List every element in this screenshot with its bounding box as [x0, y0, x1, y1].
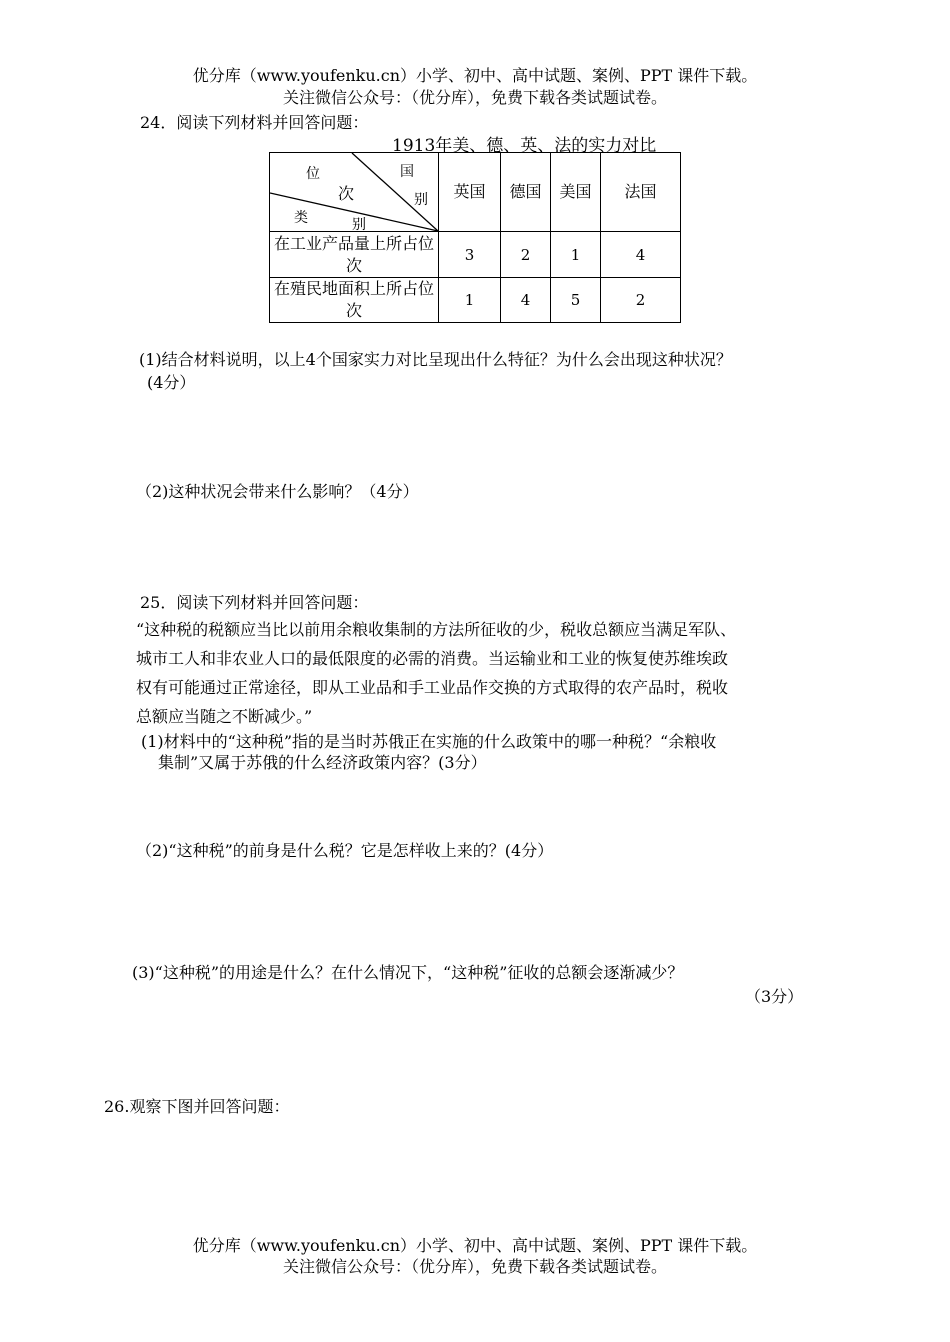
q25-sub1-line1: (1)材料中的“这种税”指的是当时苏俄正在实施的什么政策中的哪一种税？“余粮收: [141, 732, 717, 751]
col-header-usa: 美国: [551, 153, 601, 232]
col-header-britain: 英国: [439, 153, 501, 232]
q24-sub1-line1: (1)结合材料说明，以上4个国家实力对比呈现出什么特征？为什么会出现这种状况？: [139, 350, 732, 369]
corner-bie-1: 别: [414, 192, 428, 208]
table-row-colony: [270, 278, 681, 323]
corner-ci: 次: [338, 184, 355, 203]
q25-sub1-line2: 集制”又属于苏俄的什么经济政策内容？(3分）: [158, 753, 487, 772]
diagonal-header-cell: [270, 153, 439, 232]
q25-sub3-line1: (3)“这种税”的用途是什么？在什么情况下，“这种税”征收的总额会逐渐减少？: [132, 963, 684, 982]
strength-comparison-table: [269, 152, 681, 323]
q25-quote-line1: “这种税的税额应当比以前用余粮收集制的方法所征收的少，税收总额应当满足军队、: [136, 620, 737, 639]
q25-quote-line4: 总额应当随之不断减少。”: [136, 707, 313, 726]
cell-colony-usa: 5: [551, 278, 601, 323]
row-label-industry: 在工业产品量上所占位次: [270, 232, 439, 278]
col-header-germany: 德国: [501, 153, 551, 232]
cell-industry-usa: 1: [551, 232, 601, 278]
q24-sub1-line2: (4分）: [147, 373, 196, 392]
q25-title: 25．阅读下列材料并回答问题：: [140, 593, 369, 612]
q25-quote-line2: 城市工人和非农业人口的最低限度的必需的消费。当运输业和工业的恢复使苏维埃政: [136, 649, 729, 668]
q25-quote-line3: 权有可能通过正常途径，即从工业品和手工业品作交换的方式取得的农产品时，税收: [136, 678, 729, 697]
cell-industry-britain: 3: [439, 232, 501, 278]
col-header-france: 法国: [601, 153, 681, 232]
cell-colony-britain: 1: [439, 278, 501, 323]
table-title: 1913年美、德、英、法的实力对比: [392, 136, 657, 156]
row-label-colony: 在殖民地面积上所占位次: [270, 278, 439, 323]
q24-title: 24．阅读下列材料并回答问题：: [140, 113, 369, 132]
corner-wei: 位: [306, 166, 320, 182]
q25-sub3-line2: （3分）: [745, 987, 804, 1006]
cell-industry-france: 4: [601, 232, 681, 278]
cell-colony-germany: 4: [501, 278, 551, 323]
footer-line-2: 关注微信公众号：（优分库），免费下载各类试题试卷。: [282, 1257, 667, 1276]
header-line-2: 关注微信公众号：（优分库），免费下载各类试题试卷。: [282, 88, 667, 107]
table-header-row: [270, 153, 681, 232]
footer-line-1: 优分库（www.youfenku.cn）小学、初中、高中试题、案例、PPT 课件下载。: [192, 1236, 758, 1255]
corner-bie-2: 别: [352, 217, 366, 233]
corner-lei: 类: [294, 210, 308, 226]
q25-sub2: （2)“这种税”的前身是什么税？它是怎样收上来的？(4分）: [136, 841, 554, 860]
cell-industry-germany: 2: [501, 232, 551, 278]
table-row-industry: [270, 232, 681, 278]
header-line-1: 优分库（www.youfenku.cn）小学、初中、高中试题、案例、PPT 课件下载。: [192, 66, 758, 85]
q26-title: 26.观察下图并回答问题：: [104, 1097, 290, 1116]
corner-guo: 国: [400, 164, 414, 180]
q24-sub2: （2)这种状况会带来什么影响？（4分）: [136, 482, 419, 501]
cell-colony-france: 2: [601, 278, 681, 323]
